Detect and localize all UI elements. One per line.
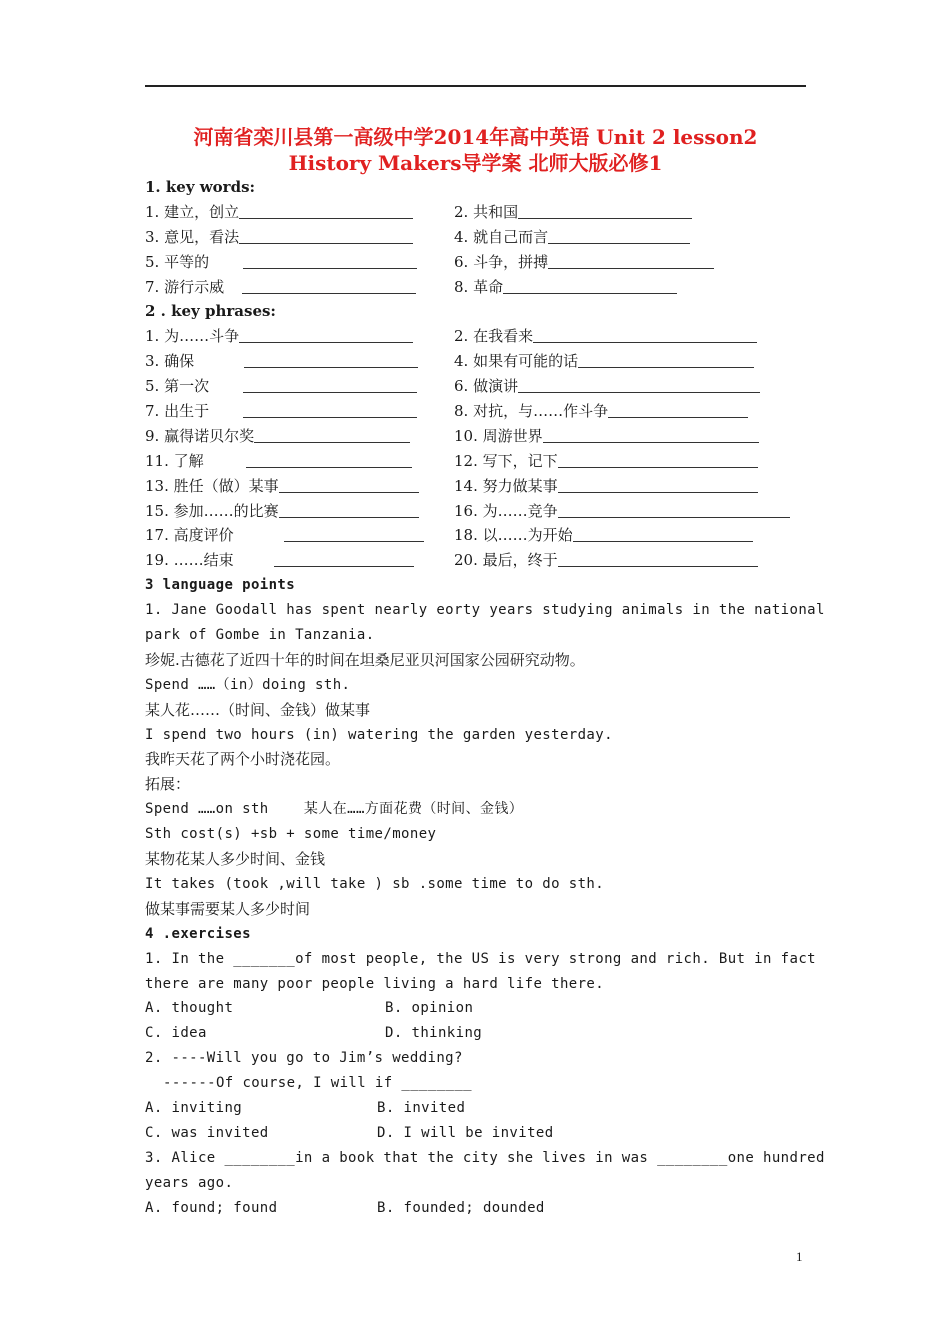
question-1-cont: there are many poor people living a hard life there. [145, 975, 605, 992]
key-phrase-label: 4. 如果有可能的话 [454, 352, 579, 371]
key-phrase-row [145, 374, 807, 399]
option-b[interactable]: B. opinion [385, 1000, 474, 1017]
answer-blank[interactable] [246, 451, 412, 468]
key-phrase-row [145, 349, 807, 374]
option-c[interactable]: C. was invited [145, 1124, 269, 1141]
question-3: 3. Alice ________in a book that the city she lives in was ________one hundred [145, 1149, 825, 1166]
key-word-row [145, 250, 807, 275]
key-word-label: 3. 意见，看法 [145, 227, 240, 246]
answer-blank[interactable] [243, 376, 417, 393]
option-a[interactable]: A. thought [145, 1000, 234, 1017]
answer-blank[interactable] [518, 376, 760, 393]
option-row [145, 1121, 807, 1146]
key-phrase-row [145, 499, 807, 524]
section-heading-key-phrases: 2 . key phrases: [145, 302, 276, 321]
answer-blank[interactable] [558, 476, 758, 493]
answer-blank[interactable] [239, 227, 413, 244]
answer-blank[interactable] [543, 426, 759, 443]
key-word-label: 2. 共和国 [454, 202, 519, 221]
question-3-cont: years ago. [145, 1174, 234, 1191]
key-phrase-row [145, 399, 807, 424]
option-d[interactable]: D. I will be invited [377, 1124, 554, 1141]
key-phrase-label: 14. 努力做某事 [454, 476, 558, 495]
title-line-2: History Makers导学案 北师大版必修1 [288, 151, 663, 175]
example-sentence-cont: park of Gombe in Tanzania. [145, 627, 375, 644]
question-2: 2. ----Will you go to Jim’s wedding? [145, 1050, 463, 1067]
key-phrase-label: 20. 最后，终于 [454, 551, 558, 570]
question-2-cont: ------Of course, I will if ________ [163, 1075, 473, 1092]
header-rule [145, 85, 806, 87]
usage-pattern: Sth cost(s) +sb + some time/money [145, 826, 437, 843]
extension-label: 拓展： [145, 775, 191, 794]
key-phrase-label: 8. 对抗，与……作斗争 [454, 402, 609, 421]
option-row [145, 996, 807, 1021]
key-phrase-label: 16. 为……竞争 [454, 501, 558, 520]
key-phrase-label: 5. 第一次 [145, 377, 210, 396]
answer-blank[interactable] [548, 227, 690, 244]
key-phrase-label: 11. 了解 [145, 451, 204, 470]
section-heading-key-words: 1. key words: [145, 178, 256, 196]
answer-blank[interactable] [558, 501, 790, 518]
usage-meaning: 做某事需要某人多少时间 [145, 899, 311, 918]
answer-blank[interactable] [279, 501, 419, 518]
document-title [145, 124, 806, 176]
question-1: 1. In the _______of most people, the US is very strong and rich. But in fact [145, 950, 816, 967]
option-row [145, 1196, 807, 1221]
translation: 珍妮.古德花了近四十年的时间在坦桑尼亚贝河国家公园研究动物。 [145, 650, 585, 669]
answer-blank[interactable] [558, 550, 758, 567]
option-a[interactable]: A. found; found [145, 1199, 278, 1216]
answer-blank[interactable] [533, 326, 757, 343]
key-phrase-label: 17. 高度评价 [145, 526, 234, 545]
key-word-label: 8. 革命 [454, 277, 504, 296]
key-word-label: 1. 建立，创立 [145, 202, 240, 221]
key-phrase-label: 6. 做演讲 [454, 377, 519, 396]
title-line-1: 河南省栾川县第一高级中学2014年高中英语 Unit 2 lesson2 [193, 125, 758, 149]
key-word-label: 4. 就自己而言 [454, 227, 549, 246]
answer-blank[interactable] [578, 351, 754, 368]
option-b[interactable]: B. founded; dounded [377, 1199, 545, 1216]
answer-blank[interactable] [518, 202, 692, 219]
answer-blank[interactable] [503, 277, 677, 294]
option-c[interactable]: C. idea [145, 1025, 207, 1042]
answer-blank[interactable] [558, 451, 758, 468]
answer-blank[interactable] [608, 401, 748, 418]
key-phrase-label: 1. 为……斗争 [145, 327, 240, 346]
page-number: 1 [796, 1249, 803, 1264]
option-row [145, 1096, 807, 1121]
key-phrase-label: 15. 参加……的比赛 [145, 501, 279, 520]
answer-blank[interactable] [254, 426, 410, 443]
usage-meaning: 某物花某人多少时间、金钱 [145, 850, 326, 869]
key-phrase-label: 2. 在我看来 [454, 327, 534, 346]
section-heading-language-points: 3 language points [145, 577, 296, 594]
option-d[interactable]: D. thinking [385, 1025, 483, 1042]
translation: 我昨天花了两个小时浇花园。 [145, 750, 341, 769]
key-word-row [145, 225, 807, 250]
key-phrase-label: 13. 胜任（做）某事 [145, 476, 279, 495]
key-phrase-row [145, 324, 807, 349]
answer-blank[interactable] [243, 401, 417, 418]
key-phrase-label: 12. 写下，记下 [454, 451, 558, 470]
example-sentence: 1. Jane Goodall has spent nearly eorty years studying animals in the national [145, 602, 825, 619]
example-sentence: I spend two hours (in) watering the garden yesterday. [145, 726, 613, 743]
worksheet-body [145, 175, 825, 1220]
key-phrase-row [145, 523, 807, 548]
key-word-label: 5. 平等的 [145, 252, 210, 271]
answer-blank[interactable] [242, 277, 416, 294]
option-a[interactable]: A. inviting [145, 1099, 243, 1116]
key-phrase-row [145, 474, 807, 499]
answer-blank[interactable] [279, 476, 419, 493]
answer-blank[interactable] [274, 550, 414, 567]
key-word-row [145, 200, 807, 225]
answer-blank[interactable] [243, 252, 417, 269]
key-phrase-label: 3. 确保 [145, 352, 195, 371]
key-phrase-label: 10. 周游世界 [454, 426, 543, 445]
key-phrase-row [145, 449, 807, 474]
option-b[interactable]: B. invited [377, 1099, 466, 1116]
usage-pattern: Spend ……on sth 某人在……方面花费（时间、金钱） [145, 801, 524, 818]
key-phrase-label: 19. ……结束 [145, 551, 234, 570]
key-phrase-row [145, 424, 807, 449]
answer-blank[interactable] [284, 525, 424, 542]
usage-meaning: 某人花……（时间、金钱）做某事 [145, 700, 371, 719]
key-word-label: 7. 游行示威 [145, 277, 225, 296]
usage-pattern: It takes (took ,will take ) sb .some time to do sth. [145, 875, 605, 892]
key-phrase-label: 7. 出生于 [145, 402, 210, 421]
key-phrase-label: 18. 以……为开始 [454, 526, 573, 545]
usage-pattern: Spend ……（in）doing sth. [145, 676, 351, 693]
answer-blank[interactable] [244, 351, 418, 368]
answer-blank[interactable] [239, 202, 413, 219]
key-word-label: 6. 斗争，拼搏 [454, 252, 549, 271]
key-phrase-label: 9. 赢得诺贝尔奖 [145, 426, 255, 445]
answer-blank[interactable] [573, 525, 753, 542]
answer-blank[interactable] [239, 326, 413, 343]
option-row [145, 1021, 807, 1046]
key-phrase-row [145, 548, 807, 573]
answer-blank[interactable] [548, 252, 714, 269]
key-word-row [145, 275, 807, 300]
section-heading-exercises: 4 .exercises [145, 925, 251, 942]
